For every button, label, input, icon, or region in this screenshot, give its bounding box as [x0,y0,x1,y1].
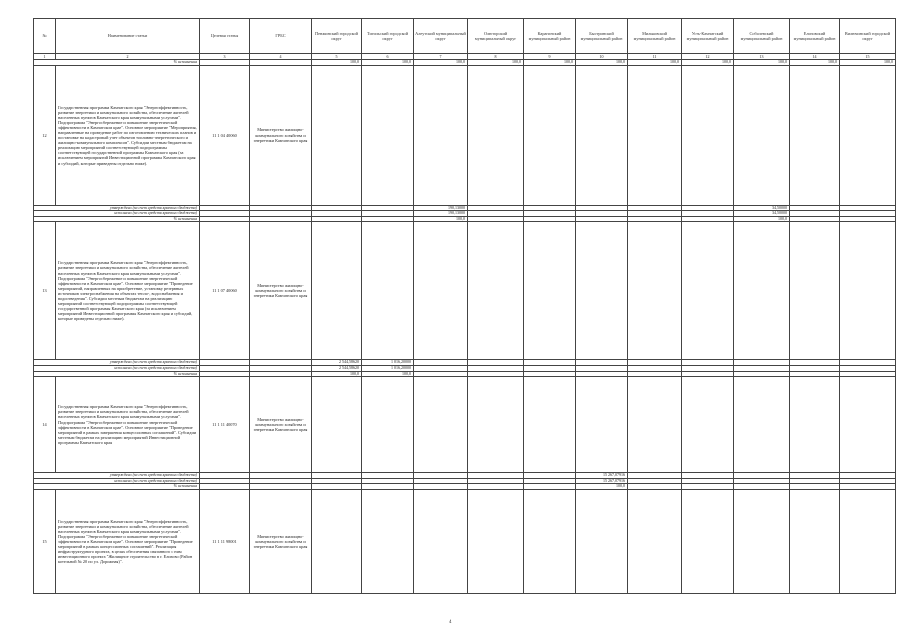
percent-value: 100,0 [840,60,896,66]
empty-cell [628,222,682,360]
empty-cell [312,222,362,360]
percent-row-value: 100,0 [362,371,414,377]
col-header-code: Целевая статья [200,19,250,54]
col-header-vilyuchinsky: Вилючинский городской округ [840,19,896,54]
approved-row-label: утверждено (за счет средств краевого бюджета) [34,360,200,366]
empty-cell [682,377,734,473]
empty-cell [840,377,896,473]
col-number: 8 [468,54,524,60]
percent-value: 100,0 [682,60,734,66]
col-header-olyutorsky: Олюторский муниципальный округ [468,19,524,54]
row-number: 15 [34,489,56,593]
empty-cell [790,222,840,360]
empty-cell [628,65,682,205]
row-number: 12 [34,65,56,205]
col-number: 15 [840,54,896,60]
col-header-bystrinsky: Быстринский муниципальный район [576,19,628,54]
approved-row-value: 190,13000 [414,205,468,211]
empty-cell [790,65,840,205]
executed-row-value: 15 267,07916 [576,478,628,484]
approved-row-label: утверждено (за счет средств краевого бюджета) [34,473,200,479]
empty-cell [790,377,840,473]
empty-cell [524,65,576,205]
col-header-ust-kamchatsky: Усть-Камчатский муниципальный район [682,19,734,54]
program-row [34,377,896,473]
executed-row-value: 2 544,58620 [312,365,362,371]
percent-value: 100,0 [790,60,840,66]
empty-cell [312,65,362,205]
empty-cell [576,377,628,473]
col-number: 9 [524,54,576,60]
empty-cell [312,377,362,473]
empty-cell [840,222,896,360]
percent-value: 100,0 [576,60,628,66]
col-header-name: Наименование статьи [56,19,200,54]
col-number: 6 [362,54,414,60]
col-number: 1 [34,54,56,60]
empty-cell [362,489,414,593]
col-number: 4 [250,54,312,60]
executed-row-value: 1 016,20000 [362,365,414,371]
percent-value: 100,0 [414,60,468,66]
empty-cell [362,377,414,473]
percent-value: 100,0 [628,60,682,66]
program-description: Государственная программа Камчатского края "Энергоэффективность, развитие энергетики и коммунального хозяйства, обеспечение жителей населенных пунктов Камчатского края коммунальными услугами". Подпрограмма "Энергосбережение и повышение энергетической эффективности в Камчатском крае". Основное мероприятие "Проведение мероприятий в рамках завершения концессионных соглашений". Субсидии местным бюджетам на реализацию мероприятий Инвестиционной программы Камчатского края [56,377,200,473]
percent-row-label: % исполнения [34,216,200,222]
col-header-aleutsky: Алеутский муниципальный округ [414,19,468,54]
percent-row-value: 100,0 [312,371,362,377]
empty-cell [414,222,468,360]
col-number: 2 [56,54,200,60]
empty-cell [524,377,576,473]
program-row [34,65,896,205]
empty-cell [576,222,628,360]
percent-value: 100,0 [362,60,414,66]
program-row [34,489,896,593]
col-number: 12 [682,54,734,60]
col-number: 14 [790,54,840,60]
row-number: 13 [34,222,56,360]
approved-row-value: 1 016,20000 [362,360,414,366]
table-header-row [34,19,896,54]
empty-cell [468,222,524,360]
empty-cell [468,65,524,205]
approved-row-label: утверждено (за счет средств краевого бюджета) [34,205,200,211]
empty-cell [414,489,468,593]
col-header-elizovsky: Елизовский муниципальный район [790,19,840,54]
report-sheet [33,18,895,594]
program-description: Государственная программа Камчатского края "Энергоэффективность, развитие энергетики и коммунального хозяйства, обеспечение жителей населенных пунктов Камчатского края коммунальными услугами". Подпрограмма "Энергосбережение и повышение энергетической эффективности в Камчатском крае". Основное мероприятие "Проведение мероприятий в рамках концессионных соглашений". Реализация инфраструктурного проекта, в целях обеспечения связанного с ним инвестиционного проекта "Жилищное строительство в г. Елизово (Район котельной № 20 по ул. Дорожная)". [56,489,200,593]
empty-cell [414,377,468,473]
empty-cell [628,489,682,593]
percent-row-label: % исполнения [34,371,200,377]
percent-row-value: 100,0 [734,216,790,222]
page-number: 4 [449,620,452,625]
percent-value: 100,0 [468,60,524,66]
empty-cell [734,222,790,360]
empty-cell [734,489,790,593]
program-description: Государственная программа Камчатского края "Энергоэффективность, развитие энергетики и коммунального хозяйства, обеспечение жителей населенных пунктов Камчатского края коммунальными услугами". Подпрограмма "Энергосбережение и повышение энергетической эффективности в Камчатском крае". Основное мероприятие "Мероприятия, направленные на проведение работ по изготовлению технических планов и постановке на кадастровый учет объектов топливно-энергетического и жилищно-коммунального комплексов". Субсидии местным бюджетам на реализацию мероприятий соответствующей подпрограммы соответствующей государственной программы Камчатского края (за исключением мероприятий Инвестиционной программы Камчатского края и субсидий, которые приведены отдельно ниже). [56,65,200,205]
executed-row-label: исполнено (за счет средств краевого бюджета) [34,478,200,484]
empty-cell [414,65,468,205]
percent-row-label: % исполнения [34,484,200,490]
empty-cell [840,489,896,593]
empty-cell [734,65,790,205]
empty-cell [312,489,362,593]
percent-row-value: 100,0 [576,484,628,490]
empty-cell [682,222,734,360]
approved-row-value: 34,50000 [734,205,790,211]
col-header-karaginsky: Карагинский муниципальный район [524,19,576,54]
executed-row-value: 190,13000 [414,211,468,217]
approved-row-value: 15 267,07916 [576,473,628,479]
budget-execution-table [33,18,896,594]
row-number: 14 [34,377,56,473]
col-header-tigilsky: Тигильский городской округ [362,19,414,54]
target-article-code: 11 1 07 40060 [200,222,250,360]
target-article-code: 11 1 04 40060 [200,65,250,205]
program-row [34,222,896,360]
empty-cell [840,65,896,205]
empty-cell [790,489,840,593]
grbs-ministry: Министерство жилищно-коммунального хозяйства и энергетики Камчатского края [250,489,312,593]
grbs-ministry: Министерство жилищно-коммунального хозяйства и энергетики Камчатского края [250,377,312,473]
col-number: 7 [414,54,468,60]
empty-cell [734,377,790,473]
col-number: 3 [200,54,250,60]
empty-cell [682,489,734,593]
table-body [34,60,896,594]
col-header-sobolevsky: Соболевский муниципальный район [734,19,790,54]
program-description: Государственная программа Камчатского края "Энергоэффективность, развитие энергетики и коммунального хозяйства, обеспечение жителей населенных пунктов Камчатского края коммунальными услугами". Подпрограмма "Энергосбережение и повышение энергетической эффективности в Камчатском крае". Основное мероприятие "Проведение мероприятий, направленных на приобретение, установку резервных источников электроснабжения на объектах тепло-, водоснабжения и водоотведения". Субсидии местным бюджетам на реализацию мероприятий соответствующей подпрограммы соответствующей государственной программы Камчатского края (за исключением мероприятий Инвестиционной программы Камчатского края и субсидий, которые приведены отдельно ниже). [56,222,200,360]
empty-cell [362,222,414,360]
empty-cell [576,65,628,205]
col-number: 13 [734,54,790,60]
empty-cell [468,377,524,473]
approved-row-value: 2 544,58620 [312,360,362,366]
empty-cell [524,222,576,360]
grbs-ministry: Министерство жилищно-коммунального хозяйства и энергетики Камчатского края [250,222,312,360]
col-number: 5 [312,54,362,60]
percent-value: 100,0 [524,60,576,66]
executed-row-label: исполнено (за счет средств краевого бюджета) [34,365,200,371]
col-header-num: № [34,19,56,54]
col-number: 10 [576,54,628,60]
col-header-grbs: ГРБС [250,19,312,54]
empty-cell [362,65,414,205]
grbs-ministry: Министерство жилищно-коммунального хозяйства и энергетики Камчатского края [250,65,312,205]
empty-cell [524,489,576,593]
col-header-penzhinsky: Пенжинский городской округ [312,19,362,54]
col-number: 11 [628,54,682,60]
col-header-milkovsky: Мильковский муниципальный район [628,19,682,54]
empty-cell [468,489,524,593]
empty-cell [628,377,682,473]
executed-row-label: исполнено (за счет средств краевого бюджета) [34,211,200,217]
executed-row-value: 34,50000 [734,211,790,217]
empty-cell [576,489,628,593]
target-article-code: 11 1 11 98001 [200,489,250,593]
percent-value: 100,0 [312,60,362,66]
empty-cell [682,65,734,205]
target-article-code: 11 1 11 40070 [200,377,250,473]
percent-label: % исполнения [34,60,200,66]
percent-value: 100,0 [734,60,790,66]
percent-row-value: 100,0 [414,216,468,222]
